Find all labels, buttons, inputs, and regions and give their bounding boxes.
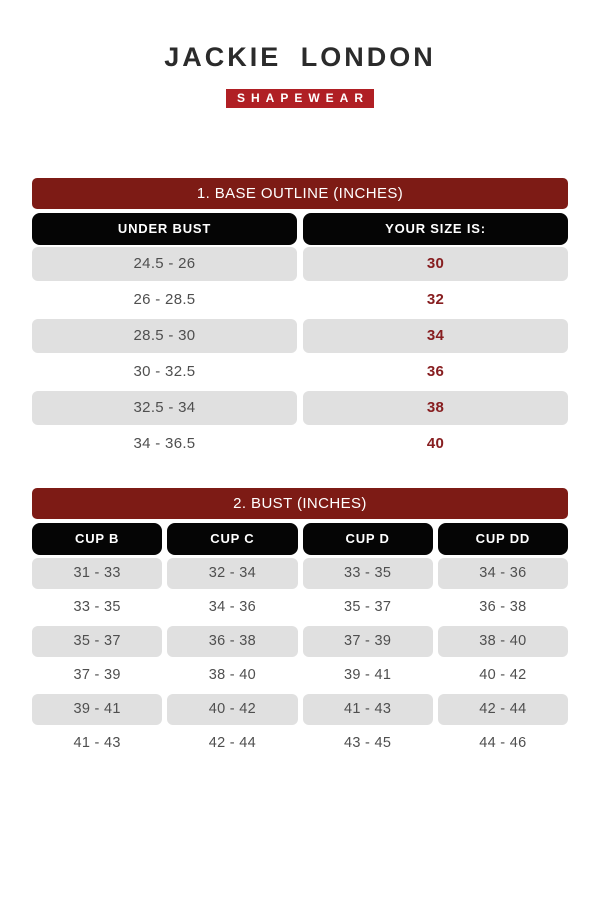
base-outline-row: [32, 283, 568, 317]
column-header-cup-d: CUP D: [303, 523, 433, 555]
brand-logo: [32, 44, 568, 108]
column-header-your-size: YOUR SIZE IS:: [303, 213, 568, 245]
base-outline-row: [32, 247, 568, 281]
bust-row: [32, 592, 568, 623]
cup-b-range-cell: 39 - 41: [32, 694, 162, 725]
brand-name: JACKIE LONDON: [164, 42, 436, 72]
bust-rows: [32, 558, 568, 759]
cup-b-range-cell: 41 - 43: [73, 735, 121, 751]
base-outline-header-row: [32, 213, 568, 245]
cup-c-range-cell: 38 - 40: [208, 667, 256, 683]
bust-row: [32, 626, 568, 657]
cup-c-range-cell: 40 - 42: [167, 694, 297, 725]
bust-header-row: [32, 523, 568, 555]
under-bust-range-cell: 30 - 32.5: [133, 363, 196, 380]
cup-d-range-cell: 33 - 35: [303, 558, 433, 589]
bust-row: [32, 694, 568, 725]
column-header-cup-c: CUP C: [167, 523, 297, 555]
under-bust-range-cell: 28.5 - 30: [32, 319, 297, 353]
size-value-cell: 38: [303, 391, 568, 425]
size-value-cell: 32: [426, 291, 445, 308]
brand-tagline: SHAPEWEAR: [226, 89, 374, 108]
cup-d-range-cell: 37 - 39: [303, 626, 433, 657]
cup-d-range-cell: 35 - 37: [344, 599, 392, 615]
base-outline-row: [32, 391, 568, 425]
under-bust-range-cell: 32.5 - 34: [32, 391, 297, 425]
column-header-cup-dd: CUP DD: [438, 523, 568, 555]
cup-c-range-cell: 36 - 38: [167, 626, 297, 657]
bust-row: [32, 558, 568, 589]
cup-b-range-cell: 33 - 35: [73, 599, 121, 615]
cup-b-range-cell: 35 - 37: [32, 626, 162, 657]
cup-dd-range-cell: 34 - 36: [438, 558, 568, 589]
cup-dd-range-cell: 38 - 40: [438, 626, 568, 657]
size-guide-page: [32, 0, 568, 759]
bust-section: [32, 488, 568, 759]
cup-b-range-cell: 37 - 39: [73, 667, 121, 683]
cup-c-range-cell: 42 - 44: [208, 735, 256, 751]
size-value-cell: 30: [303, 247, 568, 281]
under-bust-range-cell: 34 - 36.5: [133, 435, 196, 452]
cup-dd-range-cell: 44 - 46: [479, 735, 527, 751]
size-value-cell: 40: [426, 435, 445, 452]
base-outline-row: [32, 319, 568, 353]
bust-row: [32, 660, 568, 691]
section-title-base-outline: 1. BASE OUTLINE (INCHES): [32, 178, 568, 209]
base-outline-row: [32, 355, 568, 389]
cup-dd-range-cell: 40 - 42: [479, 667, 527, 683]
cup-c-range-cell: 32 - 34: [167, 558, 297, 589]
size-value-cell: 36: [426, 363, 445, 380]
under-bust-range-cell: 26 - 28.5: [133, 291, 196, 308]
cup-b-range-cell: 31 - 33: [32, 558, 162, 589]
base-outline-row: [32, 427, 568, 461]
column-header-under-bust: UNDER BUST: [32, 213, 297, 245]
base-outline-section: [32, 178, 568, 461]
column-header-cup-b: CUP B: [32, 523, 162, 555]
cup-dd-range-cell: 42 - 44: [438, 694, 568, 725]
cup-d-range-cell: 41 - 43: [303, 694, 433, 725]
cup-c-range-cell: 34 - 36: [208, 599, 256, 615]
section-title-bust: 2. BUST (INCHES): [32, 488, 568, 519]
cup-d-range-cell: 43 - 45: [344, 735, 392, 751]
cup-dd-range-cell: 36 - 38: [479, 599, 527, 615]
bust-row: [32, 728, 568, 759]
under-bust-range-cell: 24.5 - 26: [32, 247, 297, 281]
size-value-cell: 34: [303, 319, 568, 353]
base-outline-rows: [32, 247, 568, 461]
cup-d-range-cell: 39 - 41: [344, 667, 392, 683]
